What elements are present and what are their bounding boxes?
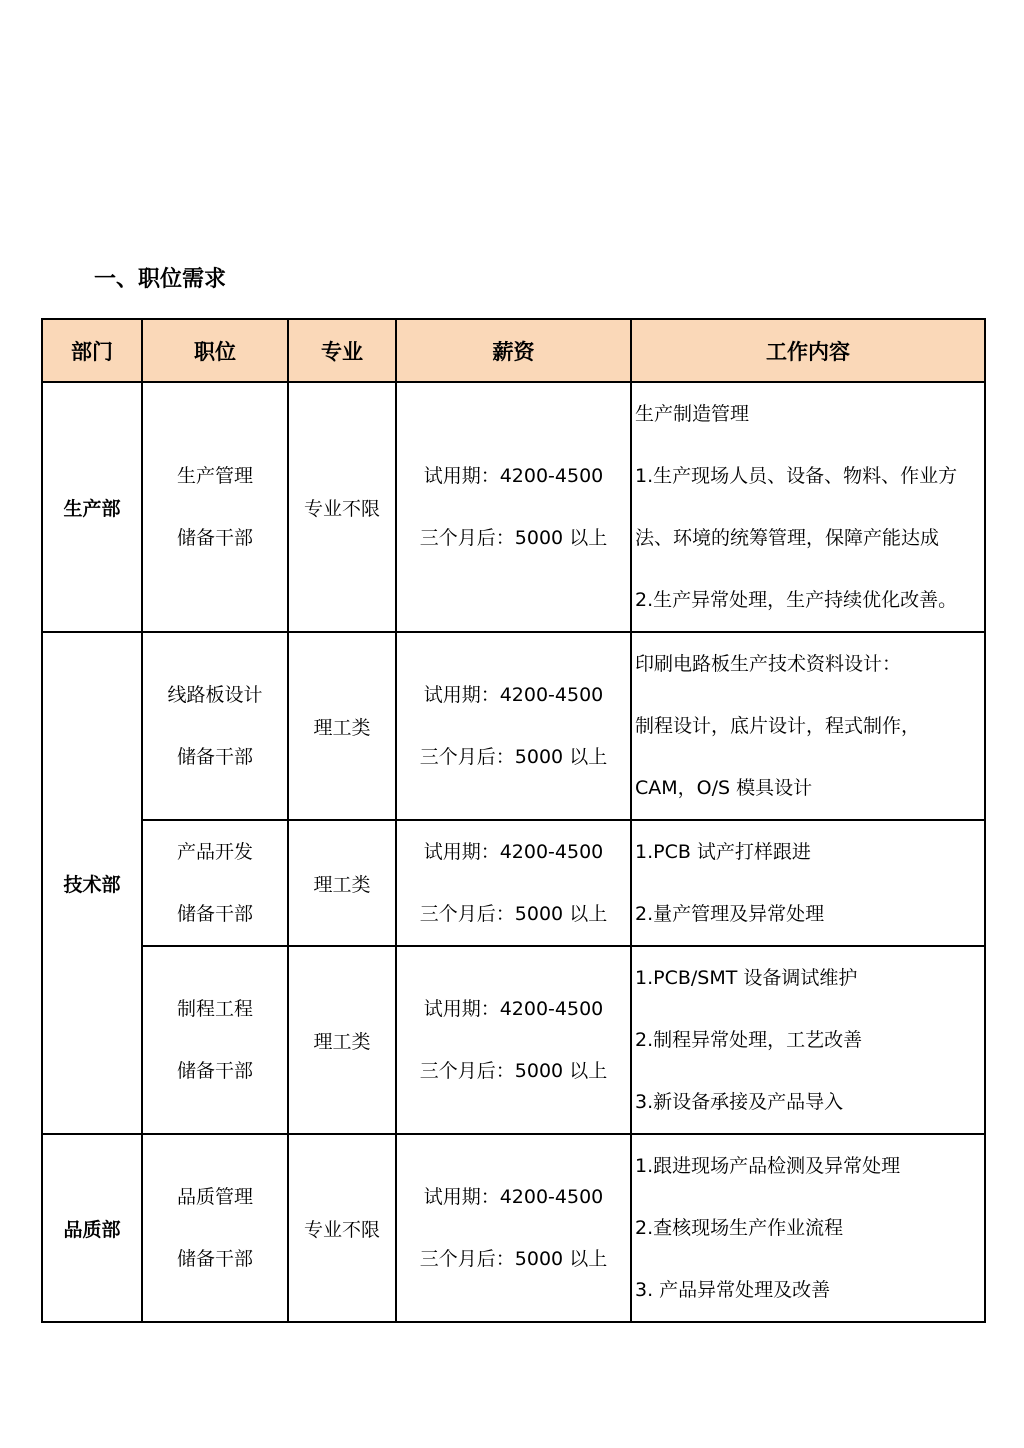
position-line: 制程工程	[176, 998, 253, 1020]
content-line: 3. 产品异常处理及改善	[635, 1279, 831, 1301]
header-salary: 薪资	[396, 319, 631, 382]
table-row	[42, 946, 985, 1134]
content-cell	[631, 1134, 985, 1322]
position-line: 储备干部	[176, 903, 253, 925]
content-cell	[631, 820, 985, 946]
major-cell: 理工类	[288, 820, 396, 946]
content-line: 1.生产现场人员、设备、物料、作业方	[635, 465, 958, 487]
header-major: 专业	[288, 319, 396, 382]
salary-line: 试用期：4200-4500	[423, 998, 604, 1020]
content-line: 1.跟进现场产品检测及异常处理	[635, 1155, 901, 1177]
dept-cell: 品质部	[42, 1134, 142, 1322]
table-row	[42, 632, 985, 820]
salary-line: 试用期：4200-4500	[423, 684, 604, 706]
major-cell: 专业不限	[288, 382, 396, 632]
content-cell	[631, 632, 985, 820]
position-cell	[142, 1134, 288, 1322]
salary-cell	[396, 946, 631, 1134]
content-line: 2.查核现场生产作业流程	[635, 1217, 844, 1239]
job-requirements-table	[41, 318, 986, 1323]
salary-line: 三个月后：5000 以上	[419, 746, 608, 768]
content-line: 2.制程异常处理，工艺改善	[635, 1029, 863, 1051]
position-line: 储备干部	[176, 527, 253, 549]
position-cell	[142, 946, 288, 1134]
content-line: 法、环境的统筹管理，保障产能达成	[635, 527, 940, 549]
position-line: 生产管理	[176, 465, 253, 487]
salary-cell	[396, 1134, 631, 1322]
salary-line: 三个月后：5000 以上	[419, 903, 608, 925]
salary-cell	[396, 382, 631, 632]
salary-line: 三个月后：5000 以上	[419, 527, 608, 549]
table-row	[42, 1134, 985, 1322]
table-header-row	[42, 319, 985, 382]
salary-cell	[396, 632, 631, 820]
content-cell	[631, 382, 985, 632]
position-line: 产品开发	[176, 841, 253, 863]
salary-line: 试用期：4200-4500	[423, 465, 604, 487]
position-line: 线路板设计	[167, 684, 263, 706]
section-heading: 一、职位需求	[94, 267, 227, 292]
table-row	[42, 820, 985, 946]
position-cell	[142, 820, 288, 946]
content-line: 2.生产异常处理，生产持续优化改善。	[635, 589, 958, 611]
position-line: 储备干部	[176, 1248, 253, 1270]
header-content: 工作内容	[631, 319, 985, 382]
position-line: 储备干部	[176, 746, 253, 768]
content-line: 2.量产管理及异常处理	[635, 903, 825, 925]
dept-cell: 生产部	[42, 382, 142, 632]
header-position: 职位	[142, 319, 288, 382]
position-line: 品质管理	[176, 1186, 253, 1208]
major-cell: 理工类	[288, 632, 396, 820]
position-line: 储备干部	[176, 1060, 253, 1082]
content-cell	[631, 946, 985, 1134]
salary-cell	[396, 820, 631, 946]
content-line: 1.PCB/SMT 设备调试维护	[635, 967, 858, 989]
content-line: 制程设计，底片设计，程式制作，	[635, 715, 921, 737]
salary-line: 试用期：4200-4500	[423, 1186, 604, 1208]
content-line: 1.PCB 试产打样跟进	[635, 841, 811, 863]
salary-line: 试用期：4200-4500	[423, 841, 604, 863]
content-line: 生产制造管理	[635, 403, 750, 425]
header-dept: 部门	[42, 319, 142, 382]
content-line: 3.新设备承接及产品导入	[635, 1091, 844, 1113]
content-line: 印刷电路板生产技术资料设计：	[635, 653, 902, 675]
major-cell: 理工类	[288, 946, 396, 1134]
dept-cell: 技术部	[42, 632, 142, 1134]
table-row	[42, 382, 985, 632]
salary-line: 三个月后：5000 以上	[419, 1248, 608, 1270]
position-cell	[142, 632, 288, 820]
position-cell	[142, 382, 288, 632]
content-line: CAM，O/S 模具设计	[635, 777, 813, 799]
major-cell: 专业不限	[288, 1134, 396, 1322]
salary-line: 三个月后：5000 以上	[419, 1060, 608, 1082]
